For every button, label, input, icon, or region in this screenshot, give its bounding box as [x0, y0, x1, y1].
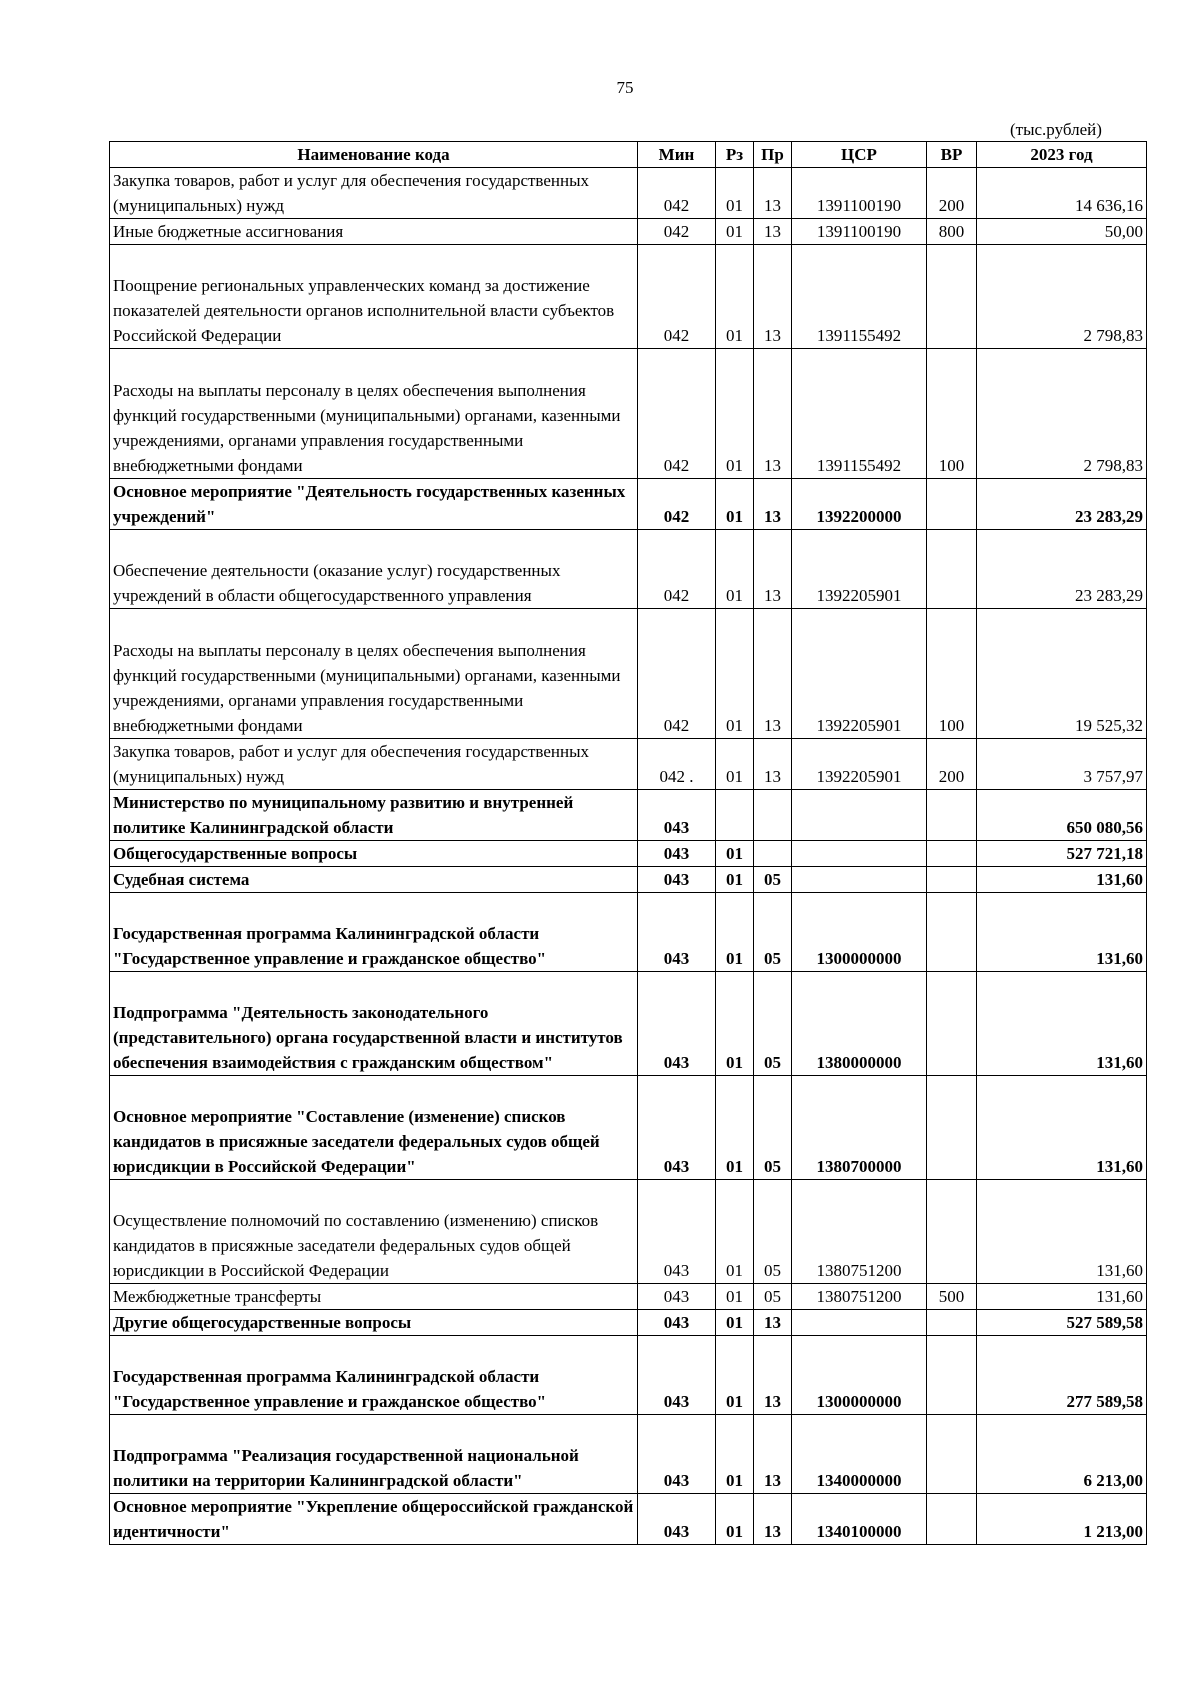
table-row	[110, 1180, 1147, 1284]
cell-min: 043	[638, 1180, 716, 1284]
cell-rz: 01	[716, 245, 754, 349]
cell-name: Расходы на выплаты персоналу в целях обеспечения выполнения функций государственными (муниципальными) органами, казенными учреждениями, органами управления государственными внебюджетными фондами	[110, 349, 638, 479]
cell-vr	[927, 972, 977, 1076]
cell-name: Осуществление полномочий по составлению (изменению) списков кандидатов в присяжные заседатели федеральных судов общей юрисдикции в Российской Федерации	[110, 1180, 638, 1284]
cell-csr: 1392205901	[792, 530, 927, 609]
cell-name: Основное мероприятие "Укрепление общероссийской гражданской идентичности"	[110, 1494, 638, 1545]
cell-vr	[927, 790, 977, 841]
table-row	[110, 609, 1147, 739]
cell-pr: 13	[754, 245, 792, 349]
cell-rz: 01	[716, 841, 754, 867]
table-row	[110, 790, 1147, 841]
cell-name: Основное мероприятие "Составление (изменение) списков кандидатов в присяжные заседатели федеральных судов общей юрисдикции в Российской Федерации"	[110, 1076, 638, 1180]
cell-min: 043	[638, 972, 716, 1076]
cell-name: Межбюджетные трансферты	[110, 1284, 638, 1310]
cell-amount: 6 213,00	[977, 1415, 1147, 1494]
cell-csr: 1391100190	[792, 219, 927, 245]
header-name: Наименование кода	[110, 142, 638, 168]
cell-pr: 13	[754, 349, 792, 479]
header-rz: Рз	[716, 142, 754, 168]
cell-csr: 1340000000	[792, 1415, 927, 1494]
header-year: 2023 год	[977, 142, 1147, 168]
cell-pr	[754, 790, 792, 841]
cell-csr: 1340100000	[792, 1494, 927, 1545]
cell-min: 042	[638, 479, 716, 530]
cell-name: Иные бюджетные ассигнования	[110, 219, 638, 245]
cell-amount: 131,60	[977, 1284, 1147, 1310]
cell-csr: 1391100190	[792, 168, 927, 219]
cell-csr: 1380000000	[792, 972, 927, 1076]
page-number: 75	[616, 78, 634, 97]
cell-name: Подпрограмма "Деятельность законодательного (представительного) органа государственной власти и институтов обеспечения взаимодействия с гражданским обществом"	[110, 972, 638, 1076]
cell-name: Другие общегосударственные вопросы	[110, 1310, 638, 1336]
cell-rz: 01	[716, 1076, 754, 1180]
cell-amount: 3 757,97	[977, 739, 1147, 790]
cell-pr: 13	[754, 479, 792, 530]
cell-rz: 01	[716, 893, 754, 972]
table-row	[110, 1076, 1147, 1180]
table-row	[110, 219, 1147, 245]
table-row	[110, 841, 1147, 867]
cell-vr	[927, 867, 977, 893]
cell-name: Судебная система	[110, 867, 638, 893]
cell-vr: 100	[927, 349, 977, 479]
cell-vr: 200	[927, 739, 977, 790]
cell-min: 043	[638, 867, 716, 893]
cell-amount: 650 080,56	[977, 790, 1147, 841]
cell-min: 043	[638, 1284, 716, 1310]
cell-amount: 131,60	[977, 893, 1147, 972]
table-row	[110, 972, 1147, 1076]
cell-rz: 01	[716, 168, 754, 219]
cell-pr: 05	[754, 1284, 792, 1310]
table-row	[110, 1284, 1147, 1310]
cell-csr: 1380751200	[792, 1284, 927, 1310]
cell-rz: 01	[716, 1494, 754, 1545]
cell-min: 042 .	[638, 739, 716, 790]
cell-min: 043	[638, 1336, 716, 1415]
cell-rz: 01	[716, 1284, 754, 1310]
cell-vr: 100	[927, 609, 977, 739]
cell-pr: 13	[754, 1310, 792, 1336]
cell-amount: 2 798,83	[977, 245, 1147, 349]
cell-vr	[927, 1310, 977, 1336]
header-min: Мин	[638, 142, 716, 168]
cell-pr: 05	[754, 867, 792, 893]
table-row	[110, 1415, 1147, 1494]
cell-min: 042	[638, 219, 716, 245]
cell-csr	[792, 841, 927, 867]
cell-amount: 277 589,58	[977, 1336, 1147, 1415]
cell-csr: 1300000000	[792, 1336, 927, 1415]
cell-rz: 01	[716, 739, 754, 790]
table-row	[110, 1494, 1147, 1545]
cell-pr: 13	[754, 739, 792, 790]
cell-rz: 01	[716, 1180, 754, 1284]
cell-pr	[754, 841, 792, 867]
cell-vr: 200	[927, 168, 977, 219]
cell-csr: 1392205901	[792, 739, 927, 790]
cell-amount: 19 525,32	[977, 609, 1147, 739]
cell-rz: 01	[716, 1415, 754, 1494]
cell-amount: 527 721,18	[977, 841, 1147, 867]
cell-amount: 131,60	[977, 867, 1147, 893]
cell-name: Закупка товаров, работ и услуг для обеспечения государственных (муниципальных) нужд	[110, 739, 638, 790]
cell-min: 043	[638, 1076, 716, 1180]
header-vr: ВР	[927, 142, 977, 168]
cell-vr: 500	[927, 1284, 977, 1310]
cell-amount: 131,60	[977, 1076, 1147, 1180]
cell-csr	[792, 790, 927, 841]
header-pr: Пр	[754, 142, 792, 168]
cell-name: Основное мероприятие "Деятельность государственных казенных учреждений"	[110, 479, 638, 530]
cell-min: 043	[638, 1310, 716, 1336]
cell-amount: 50,00	[977, 219, 1147, 245]
cell-vr	[927, 530, 977, 609]
cell-amount: 23 283,29	[977, 530, 1147, 609]
cell-vr	[927, 479, 977, 530]
cell-min: 043	[638, 841, 716, 867]
cell-name: Расходы на выплаты персоналу в целях обеспечения выполнения функций государственными (муниципальными) органами, казенными учреждениями, органами управления государственными внебюджетными фондами	[110, 609, 638, 739]
cell-pr: 13	[754, 1336, 792, 1415]
cell-name: Обеспечение деятельности (оказание услуг) государственных учреждений в области общегосударственного управления	[110, 530, 638, 609]
cell-rz: 01	[716, 867, 754, 893]
cell-vr	[927, 1076, 977, 1180]
cell-min: 043	[638, 1415, 716, 1494]
header-csr: ЦСР	[792, 142, 927, 168]
table-row	[110, 867, 1147, 893]
budget-table	[109, 141, 1147, 1545]
table-row	[110, 349, 1147, 479]
table-row	[110, 530, 1147, 609]
cell-rz: 01	[716, 609, 754, 739]
table-row	[110, 168, 1147, 219]
cell-vr: 800	[927, 219, 977, 245]
cell-min: 042	[638, 609, 716, 739]
cell-pr: 05	[754, 893, 792, 972]
cell-pr: 13	[754, 1415, 792, 1494]
cell-pr: 05	[754, 1180, 792, 1284]
cell-vr	[927, 1494, 977, 1545]
cell-rz	[716, 790, 754, 841]
table-row	[110, 739, 1147, 790]
cell-csr: 1392200000	[792, 479, 927, 530]
cell-pr: 13	[754, 219, 792, 245]
cell-amount: 131,60	[977, 1180, 1147, 1284]
cell-csr: 1380751200	[792, 1180, 927, 1284]
cell-csr: 1391155492	[792, 349, 927, 479]
cell-pr: 05	[754, 972, 792, 1076]
cell-min: 042	[638, 168, 716, 219]
cell-name: Государственная программа Калининградской области "Государственное управление и гражданское общество"	[110, 893, 638, 972]
cell-name: Общегосударственные вопросы	[110, 841, 638, 867]
cell-min: 042	[638, 530, 716, 609]
cell-min: 043	[638, 893, 716, 972]
cell-rz: 01	[716, 530, 754, 609]
cell-min: 042	[638, 349, 716, 479]
cell-vr	[927, 1180, 977, 1284]
cell-rz: 01	[716, 972, 754, 1076]
cell-amount: 14 636,16	[977, 168, 1147, 219]
cell-amount: 1 213,00	[977, 1494, 1147, 1545]
cell-vr	[927, 1336, 977, 1415]
units-label: (тыс.рублей)	[1010, 120, 1102, 139]
cell-pr: 13	[754, 1494, 792, 1545]
cell-amount: 23 283,29	[977, 479, 1147, 530]
cell-name: Министерство по муниципальному развитию и внутренней политике Калининградской области	[110, 790, 638, 841]
cell-rz: 01	[716, 1336, 754, 1415]
cell-csr: 1392205901	[792, 609, 927, 739]
cell-amount: 527 589,58	[977, 1310, 1147, 1336]
cell-vr	[927, 245, 977, 349]
cell-csr: 1300000000	[792, 893, 927, 972]
cell-name: Государственная программа Калининградской области "Государственное управление и гражданское общество"	[110, 1336, 638, 1415]
cell-amount: 2 798,83	[977, 349, 1147, 479]
cell-amount: 131,60	[977, 972, 1147, 1076]
cell-pr: 05	[754, 1076, 792, 1180]
cell-name: Подпрограмма "Реализация государственной национальной политики на территории Калининградской области"	[110, 1415, 638, 1494]
table-row	[110, 479, 1147, 530]
cell-csr	[792, 1310, 927, 1336]
cell-min: 043	[638, 1494, 716, 1545]
cell-pr: 13	[754, 609, 792, 739]
cell-vr	[927, 1415, 977, 1494]
cell-name: Закупка товаров, работ и услуг для обеспечения государственных (муниципальных) нужд	[110, 168, 638, 219]
cell-pr: 13	[754, 168, 792, 219]
cell-vr	[927, 893, 977, 972]
cell-min: 043	[638, 790, 716, 841]
cell-min: 042	[638, 245, 716, 349]
cell-csr: 1391155492	[792, 245, 927, 349]
table-row	[110, 1336, 1147, 1415]
cell-csr: 1380700000	[792, 1076, 927, 1180]
cell-name: Поощрение региональных управленческих команд за достижение показателей деятельности органов исполнительной власти субъектов Российской Федерации	[110, 245, 638, 349]
cell-rz: 01	[716, 479, 754, 530]
cell-csr	[792, 867, 927, 893]
cell-rz: 01	[716, 1310, 754, 1336]
table-row	[110, 1310, 1147, 1336]
cell-vr	[927, 841, 977, 867]
table-row	[110, 245, 1147, 349]
cell-rz: 01	[716, 349, 754, 479]
table-row	[110, 893, 1147, 972]
cell-pr: 13	[754, 530, 792, 609]
table-header-row	[110, 142, 1147, 168]
cell-rz: 01	[716, 219, 754, 245]
